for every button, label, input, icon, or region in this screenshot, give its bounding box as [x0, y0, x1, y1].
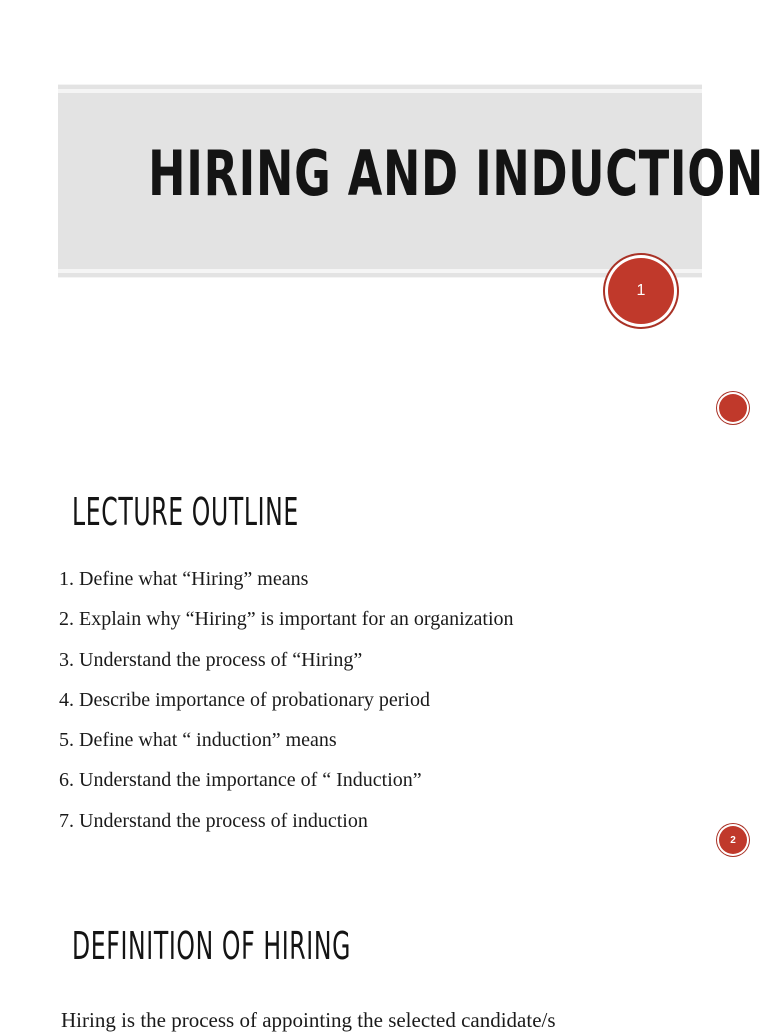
slide-marker-dot: [719, 394, 747, 422]
list-item: 7. Understand the process of induction: [59, 809, 368, 832]
slide-number-badge-1: 1: [608, 258, 674, 324]
title-band: [58, 84, 764, 278]
list-item: 6. Understand the importance of “ Induction”: [59, 769, 422, 792]
definition-text: Hiring is the process of appointing the selected candidate/s: [61, 1008, 556, 1032]
outline-heading: LECTURE OUTLINE: [72, 490, 299, 534]
slide-number-badge-2: 2: [719, 826, 747, 854]
list-item: 2. Explain why “Hiring” is important for an organization: [59, 608, 514, 631]
outline-list: [59, 563, 514, 845]
definition-heading: DEFINITION OF HIRING: [72, 924, 351, 968]
list-item: 5. Define what “ induction” means: [59, 729, 337, 752]
list-item: 3. Understand the process of “Hiring”: [59, 648, 363, 671]
list-item: 1. Define what “Hiring” means: [59, 568, 309, 590]
slide-title: HIRING AND INDUCTION: [148, 137, 764, 210]
list-item: 4. Describe importance of probationary period: [59, 688, 430, 711]
